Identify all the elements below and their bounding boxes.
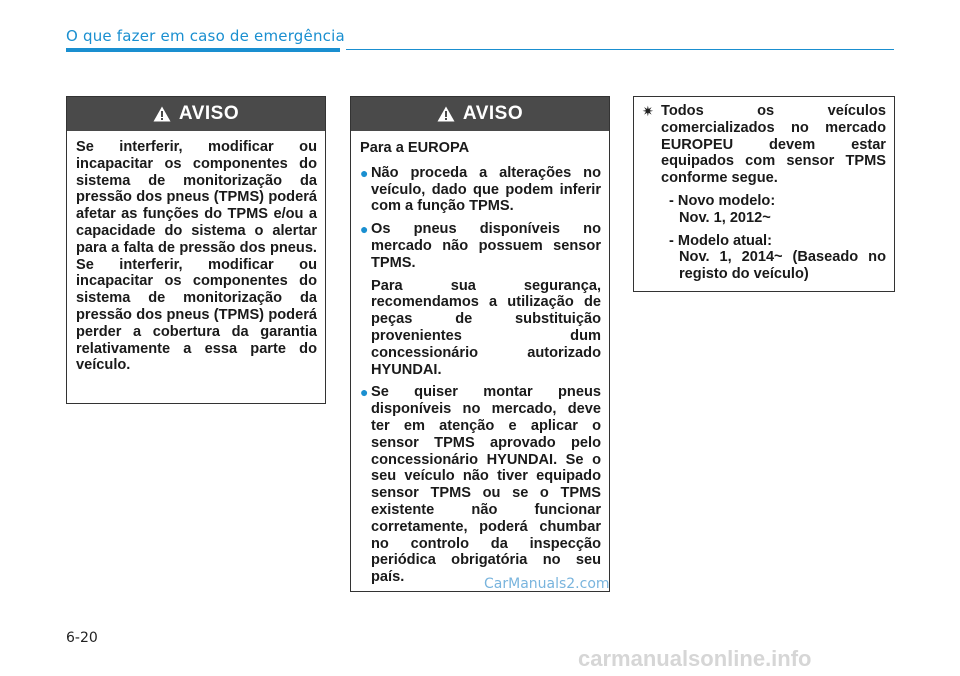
warning-header bbox=[351, 97, 609, 131]
warning-intro: Para a EUROPA bbox=[360, 140, 470, 156]
note-paragraph bbox=[642, 103, 886, 187]
watermark-footer: carmanualsonline.info bbox=[578, 646, 812, 671]
warning-triangle-icon bbox=[153, 106, 171, 122]
model-label: - Modelo atual: bbox=[669, 232, 772, 249]
warning-triangle-icon bbox=[437, 106, 455, 122]
header-rule-thick bbox=[66, 48, 340, 52]
warning-title: AVISO bbox=[462, 103, 524, 124]
bullet-icon: ● bbox=[360, 221, 369, 238]
bullet-text: Não proceda a alterações no veículo, dado que podem inferir com a função TPMS. bbox=[371, 164, 601, 215]
warning-title: AVISO bbox=[178, 103, 240, 124]
note-text: Todos os veículos comercializados no mercado EUROPEU devem estar equipados com sensor TPMS conforme segue. bbox=[661, 103, 886, 187]
model-entry bbox=[642, 193, 886, 227]
list-item bbox=[360, 165, 601, 215]
page-number: 6-20 bbox=[66, 630, 98, 646]
model-date: Nov. 1, 2012~ bbox=[679, 209, 771, 226]
bullet-icon: ● bbox=[360, 164, 369, 181]
bullet-icon: ● bbox=[360, 384, 369, 401]
warning-header bbox=[67, 97, 325, 131]
list-item bbox=[360, 384, 601, 586]
model-date: Nov. 1, 2014~ (Baseado no registo do veículo) bbox=[679, 249, 886, 283]
warning-text: Se interferir, modificar ou incapacitar os componentes do sistema de monitorização da pressão dos pneus (TPMS) poderá afetar as funções do TPMS e/ou a capacidade do sistema o alertar para a falta de pressão dos pneus. Se interferir, modificar ou incapacitar os componentes do sistema de monitorização da pressão dos pneus (TPMS) poderá perder a cobertura da garantia relativamente a essa parte do veículo. bbox=[76, 139, 317, 374]
bullet-text: Os pneus disponíveis no mercado não possuem sensor TPMS. bbox=[371, 221, 601, 271]
watermark-link[interactable]: CarManuals2.com bbox=[484, 576, 610, 592]
note-symbol-icon: ✷ bbox=[642, 103, 654, 119]
section-title: O que fazer em caso de emergência bbox=[66, 27, 345, 45]
bullet-subparagraph: Para sua segurança, recomendamos a utilização de peças de substituição provenientes dum concessionário autorizado HYUNDAI. bbox=[371, 277, 601, 378]
model-label: - Novo modelo: bbox=[669, 192, 776, 209]
warning-box-europe bbox=[350, 96, 610, 592]
warning-box-tpms-interference bbox=[66, 96, 326, 404]
model-entry bbox=[642, 233, 886, 283]
header-rule-thin bbox=[346, 49, 894, 50]
list-item bbox=[360, 221, 601, 271]
note-box bbox=[633, 96, 895, 292]
bullet-text: Se quiser montar pneus disponíveis no mercado, deve ter em atenção e aplicar o sensor TPMS aprovado pelo concessionário HYUNDAI. Se o seu veículo não tiver equipado sensor TPMS ou se o TPMS existente não funcionar corretamente, poderá chumbar no controlo da inspecção periódica obrigatória no seu país. bbox=[371, 384, 601, 586]
